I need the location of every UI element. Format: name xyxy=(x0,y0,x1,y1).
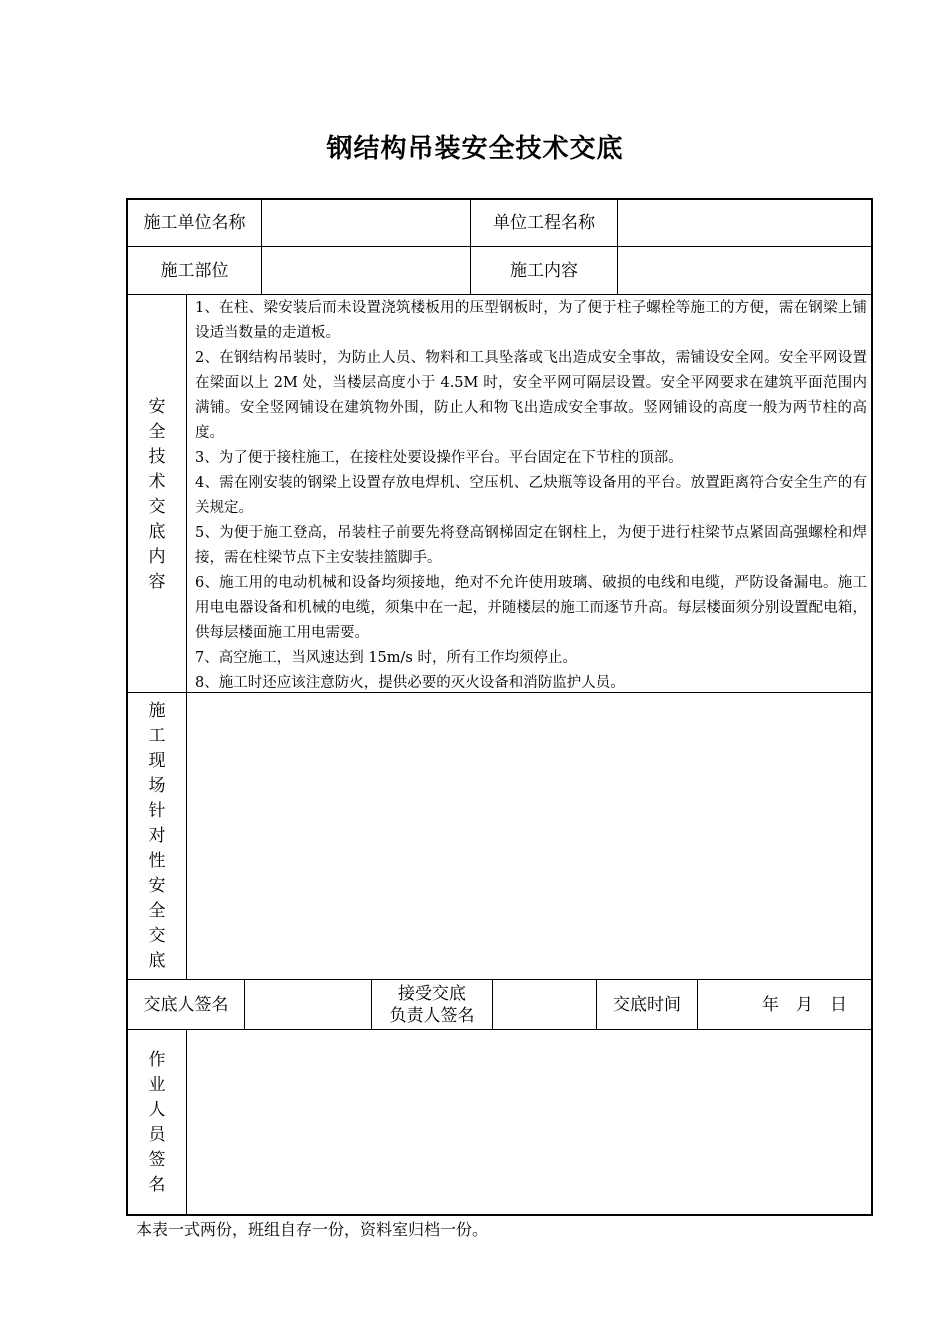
month-label: 月 xyxy=(796,994,813,1015)
safety-item: 2、在钢结构吊装时，为防止人员、物料和工具坠落或飞出造成安全事故，需铺设安全网。安全平网设置在梁面以上 2M 处，当楼层高度小于 4.5M 时，安全平网可隔层设置。安全平网要求在建筑平面范围内满铺。安全竖网铺设在建筑物外围，防止人和物飞出造成安全事故。竖网铺设的高度一般为两节柱的高度。 xyxy=(195,350,867,441)
safety-item: 6、施工用的电动机械和设备均须接地，绝对不允许使用玻璃、破损的电线和电缆，严防设备漏电。施工用电电器设备和机械的电缆，须集中在一起，并随楼层的施工而逐节升高。每层楼面须分别设置配电箱，供每层楼面施工用电需要。 xyxy=(195,575,867,641)
row-divider xyxy=(127,1029,872,1030)
construction-content-label: 施工内容 xyxy=(510,260,578,281)
label-char: 对 xyxy=(148,826,166,846)
label-char: 员 xyxy=(148,1125,166,1145)
label-char: 交 xyxy=(148,497,166,517)
label-char: 施 xyxy=(148,701,166,721)
label-char: 作 xyxy=(148,1050,166,1070)
label-char: 交 xyxy=(148,926,166,946)
row-divider xyxy=(127,294,872,295)
receiver-signature-label xyxy=(372,980,492,1029)
footer-note: 本表一式两份，班组自存一份，资料室归档一份。 xyxy=(136,1220,489,1239)
briefing-date-field[interactable] xyxy=(698,980,871,1029)
safety-item: 7、高空施工，当风速达到 15m/s 时，所有工作均须停止。 xyxy=(195,650,577,666)
project-name-field[interactable] xyxy=(618,199,871,246)
construction-location-field[interactable] xyxy=(262,247,470,294)
label-char: 内 xyxy=(148,547,166,567)
label-char: 安 xyxy=(148,876,166,896)
label-char: 底 xyxy=(148,522,166,542)
safety-item: 5、为便于施工登高，吊装柱子前要先将登高钢梯固定在钢柱上，为便于进行柱梁节点紧固高强螺栓和焊接，需在柱梁节点下主安装挂篮脚手。 xyxy=(195,525,867,566)
label-char: 针 xyxy=(148,801,166,821)
construction-content-field[interactable] xyxy=(618,247,871,294)
construction-location-label: 施工部位 xyxy=(160,260,229,281)
column-divider xyxy=(186,294,187,979)
site-briefing-field[interactable] xyxy=(188,694,871,978)
project-name-label: 单位工程名称 xyxy=(493,212,595,233)
label-char: 性 xyxy=(148,851,166,871)
receiver-signature-field[interactable] xyxy=(493,980,596,1029)
column-divider xyxy=(186,1029,187,1215)
safety-item: 4、需在刚安装的钢梁上设置存放电焊机、空压机、乙炔瓶等设备用的平台。放置距离符合安全生产的有关规定。 xyxy=(195,475,867,516)
unit-name-label: 施工单位名称 xyxy=(143,212,246,233)
workers-signature-label xyxy=(128,1048,186,1198)
label-char: 工 xyxy=(148,726,166,746)
site-briefing-label xyxy=(128,699,186,974)
label-char: 底 xyxy=(148,951,166,971)
safety-item: 8、施工时还应该注意防火，提供必要的灭火设备和消防监护人员。 xyxy=(195,675,625,691)
label-char: 安 xyxy=(148,397,166,417)
briefer-signature-field[interactable] xyxy=(245,980,371,1029)
unit-name-field[interactable] xyxy=(262,199,470,246)
label-char: 业 xyxy=(148,1075,166,1095)
safety-item: 3、为了便于接柱施工，在接柱处要设操作平台。平台固定在下节柱的顶部。 xyxy=(195,450,683,466)
label-char: 现 xyxy=(148,751,166,771)
label-char: 全 xyxy=(148,422,166,442)
label-char: 场 xyxy=(148,776,166,796)
safety-briefing-label xyxy=(128,395,186,595)
label-char: 容 xyxy=(148,572,166,592)
year-label: 年 xyxy=(762,994,779,1015)
workers-signature-field[interactable] xyxy=(188,1031,871,1214)
receiver-label-line2: 负责人签名 xyxy=(389,1005,475,1026)
label-char: 全 xyxy=(148,901,166,921)
label-char: 技 xyxy=(148,447,166,467)
briefer-signature-label: 交底人签名 xyxy=(143,994,229,1015)
day-label: 日 xyxy=(830,994,847,1015)
label-char: 签 xyxy=(148,1150,166,1170)
label-char: 术 xyxy=(148,472,166,492)
briefing-time-label: 交底时间 xyxy=(613,994,681,1015)
label-char: 名 xyxy=(148,1175,166,1195)
safety-briefing-content xyxy=(195,296,867,696)
label-char: 人 xyxy=(148,1100,166,1120)
receiver-label-line1: 接受交底 xyxy=(398,983,466,1004)
safety-item: 1、在柱、梁安装后而未设置浇筑楼板用的压型钢板时，为了便于柱子螺栓等施工的方便，需在钢梁上铺设适当数量的走道板。 xyxy=(195,300,867,341)
document-title: 钢结构吊装安全技术交底 xyxy=(326,134,624,164)
